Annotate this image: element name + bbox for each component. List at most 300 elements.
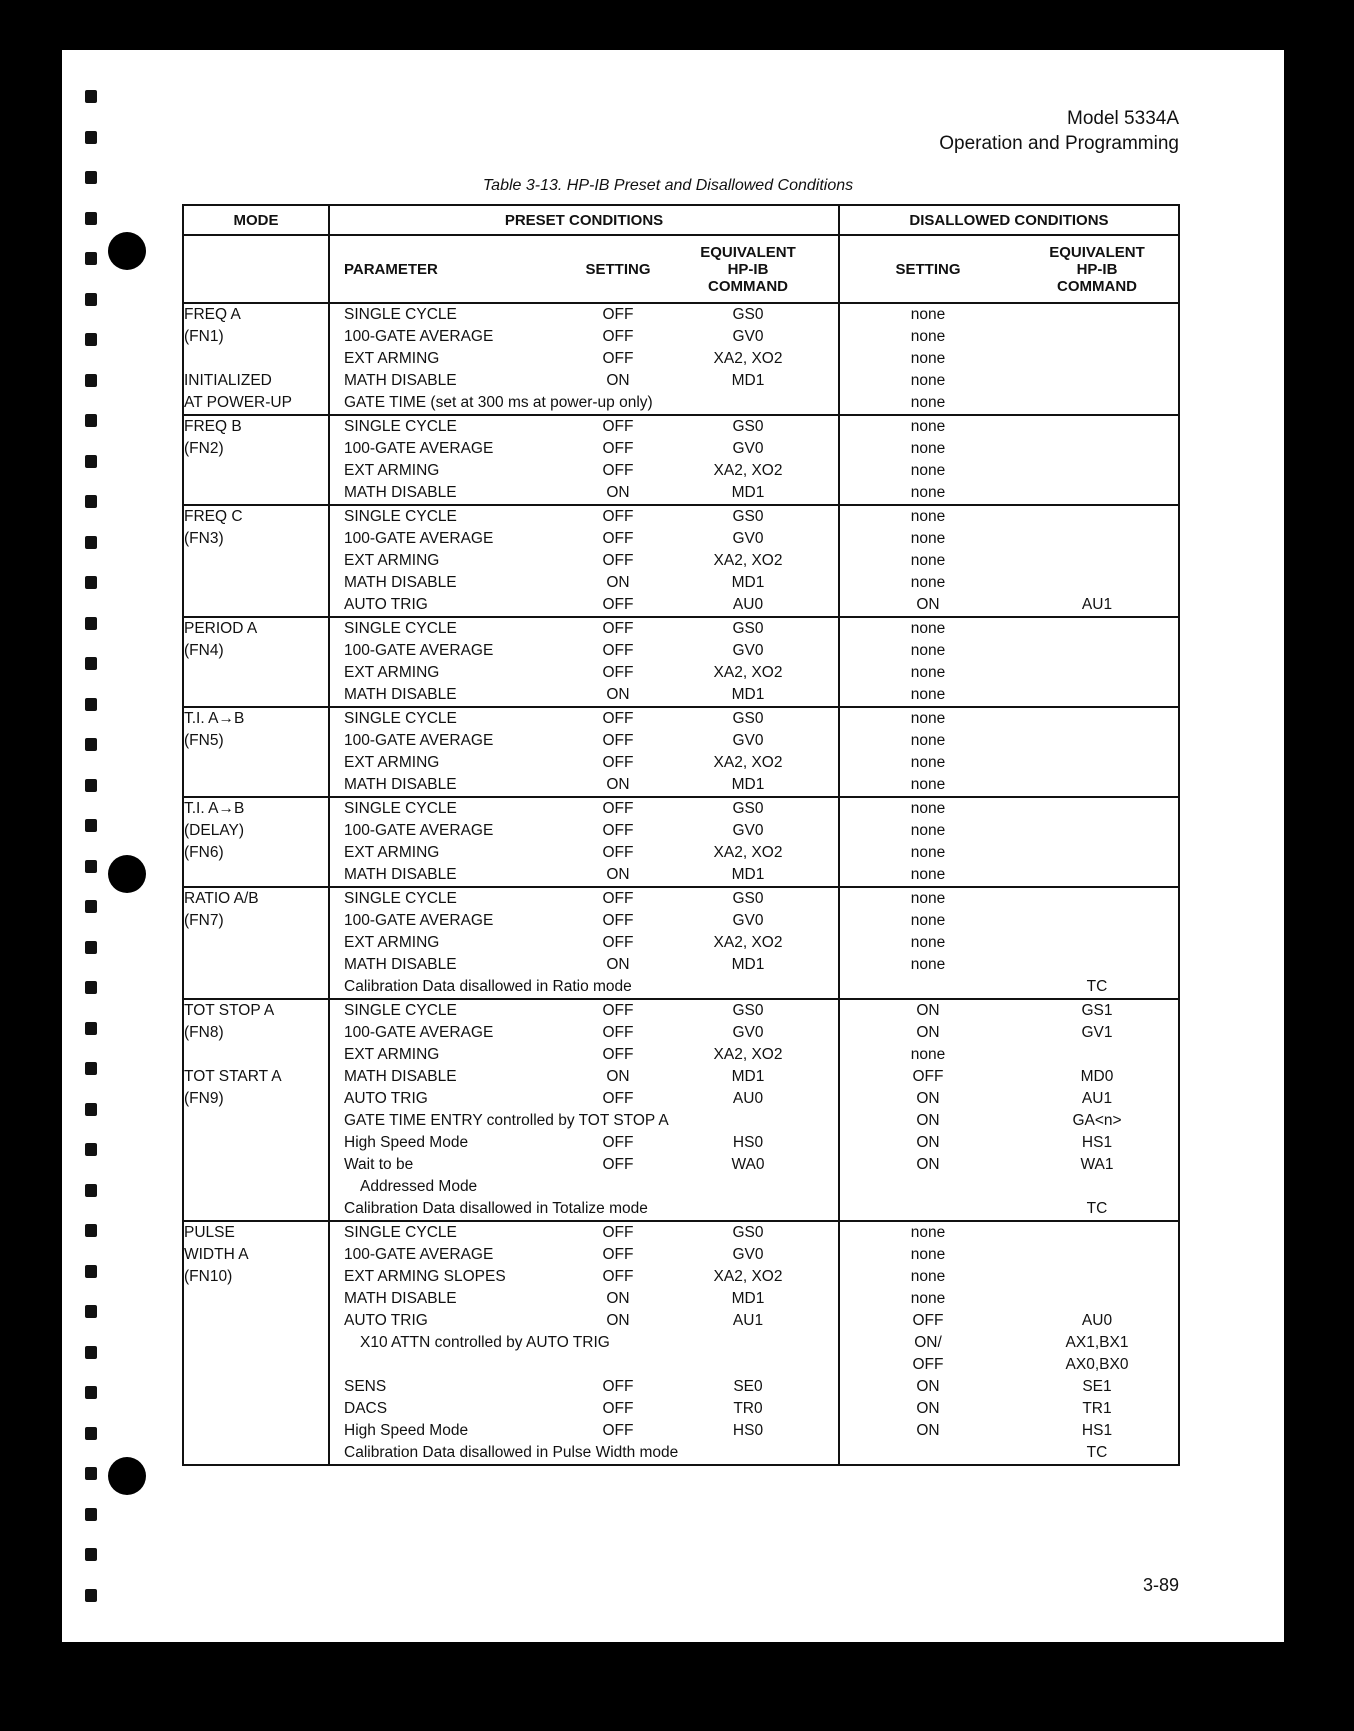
disallowed-setting: none [910,372,946,389]
disallowed-setting: none [910,934,946,951]
row-note: Calibration Data disallowed in Pulse Width mode [344,1444,679,1461]
mode-label: PERIOD A [184,620,258,637]
binding-hole [80,409,100,431]
disallowed-setting: none [910,328,946,345]
setting: OFF [602,350,634,367]
row-note: GATE TIME (set at 300 ms at power-up only) [344,394,653,411]
setting: ON [606,1312,630,1329]
disallowed-command [1016,954,1178,976]
disallowed-setting [840,1176,1016,1198]
hpib-command: HS0 [732,1134,764,1151]
binding-hole [80,288,100,310]
parameter: MATH DISABLE [344,1068,457,1085]
preset-row [330,864,838,886]
disallowed-row [840,1066,1178,1088]
disallowed-row [840,910,1178,932]
mode-label: (FN9) [184,1090,224,1107]
disallowed-setting: ON [916,1422,940,1439]
parameter: MATH DISABLE [344,776,457,793]
disallowed-setting: none [910,1290,946,1307]
binding-hole [80,612,100,634]
preset-row [330,438,838,460]
disallowed-setting: ON [916,1024,940,1041]
binding-hole [80,490,100,512]
setting: ON [606,866,630,883]
hpib-command: XA2, XO2 [713,934,783,951]
table-bottom-border [183,1465,1179,1466]
disallowed-command: MD0 [1080,1068,1114,1085]
setting: OFF [602,462,634,479]
hpib-command: SE0 [733,1378,763,1395]
setting: OFF [602,530,634,547]
disallowed-setting: ON [916,1400,940,1417]
disallowed-setting: none [910,508,946,525]
binding-hole [80,1300,100,1322]
setting-header: SETTING [585,260,651,278]
parameter: EXT ARMING [344,552,440,569]
disallowed-command [1016,438,1178,460]
preset-row [330,730,838,752]
row-note-indented [330,1354,360,1376]
disallowed-row [840,842,1178,864]
preset-row [330,304,838,326]
disallowed-command [1016,864,1178,886]
mode-cell [183,887,329,999]
setting: ON [606,574,630,591]
binding-hole [80,936,100,958]
binding-hole [80,207,100,229]
disallowed-setting: none [910,574,946,591]
setting: ON [606,484,630,501]
command-header: EQUIVALENT HP-IB COMMAND [700,243,796,295]
hpib-command: AU0 [732,1090,764,1107]
disallowed-setting: OFF [912,1068,944,1085]
preset-row [330,528,838,550]
setting: ON [606,1290,630,1307]
parameter: SINGLE CYCLE [344,1002,457,1019]
setting: OFF [602,1400,634,1417]
disallowed-command [1016,304,1178,326]
disallowed-command: GS1 [1081,1002,1113,1019]
parameter: EXT ARMING [344,462,440,479]
disallowed-setting: none [910,890,946,907]
row-note-indented: X10 ATTN controlled by AUTO TRIG [360,1334,610,1351]
parameter: 100-GATE AVERAGE [344,642,494,659]
disallowed-row [840,304,1178,326]
preset-cell [329,415,839,505]
disallowed-setting: none [910,912,946,929]
setting: OFF [602,620,634,637]
disallowed-command [1016,1288,1178,1310]
preset-row [330,482,838,504]
disallowed-setting: none [910,956,946,973]
preset-row [330,1310,838,1332]
setting: OFF [602,1224,634,1241]
disallowed-cell [839,707,1179,797]
mode-cell [183,505,329,617]
disallowed-row [840,506,1178,528]
preset-row [330,572,838,594]
binding-hole [80,369,100,391]
punch-hole [108,232,146,270]
disallowed-command [1016,1266,1178,1288]
disallowed-row [840,438,1178,460]
preset-cell [329,505,839,617]
setting: OFF [602,1002,634,1019]
disallowed-cell [839,797,1179,887]
preset-row [330,1222,838,1244]
disallowed-row [840,1266,1178,1288]
mode-group [183,999,1179,1221]
parameter: SENS [344,1378,387,1395]
setting: ON [606,686,630,703]
disallowed-command [1016,774,1178,796]
disallowed-row [840,1332,1178,1354]
preset-row [330,348,838,370]
disallowed-row [840,1198,1178,1220]
setting: ON [606,776,630,793]
punch-hole [108,855,146,893]
parameter: SINGLE CYCLE [344,418,457,435]
setting: OFF [602,1422,634,1439]
hpib-command: XA2, XO2 [713,844,783,861]
parameter: MATH DISABLE [344,372,457,389]
d-setting-header: SETTING [895,260,961,278]
disallowed-cell [839,617,1179,707]
preset-row [330,1332,838,1354]
parameter: 100-GATE AVERAGE [344,732,494,749]
disallowed-row [840,798,1178,820]
preset-row [330,976,838,998]
setting: OFF [602,800,634,817]
hpib-command: GV0 [732,912,764,929]
hpib-command: TR0 [733,1400,763,1417]
disallowed-cell [839,1221,1179,1465]
disallowed-setting: none [910,306,946,323]
hpib-command: MD1 [731,574,765,591]
hpib-command: MD1 [731,776,765,793]
hpib-command: GS0 [732,418,764,435]
disallowed-command [1016,392,1178,414]
mode-group [183,1221,1179,1465]
disallowed-row [840,1022,1178,1044]
parameter: AUTO TRIG [344,1312,428,1329]
setting: ON [606,956,630,973]
setting: OFF [602,1246,634,1263]
mode-label: (FN2) [184,440,224,457]
disallowed-command: TC [1086,1200,1108,1217]
row-note: Calibration Data disallowed in Totalize mode [344,1200,648,1217]
preset-cell [329,303,839,415]
setting: OFF [602,912,634,929]
parameter: SINGLE CYCLE [344,620,457,637]
disallowed-setting: none [910,1268,946,1285]
preset-row [330,774,838,796]
mode-label: RATIO A/B [184,890,259,907]
disallowed-setting: none [910,484,946,501]
disallowed-row [840,460,1178,482]
parameter: 100-GATE AVERAGE [344,530,494,547]
model-label: Model 5334A [1067,108,1179,129]
disallowed-command [1016,550,1178,572]
mode-cell [183,1221,329,1465]
mode-group [183,303,1179,415]
setting: OFF [602,596,634,613]
binding-hole [80,166,100,188]
disallowed-row [840,618,1178,640]
disallowed-setting: OFF [912,1312,944,1329]
disallowed-command [1016,910,1178,932]
disallowed-command: SE1 [1082,1378,1112,1395]
binding-hole [80,1381,100,1403]
parameter: High Speed Mode [344,1422,469,1439]
disallowed-command: HS1 [1081,1134,1113,1151]
setting: OFF [602,844,634,861]
disallowed-command [1016,798,1178,820]
parameter: MATH DISABLE [344,484,457,501]
preset-row [330,416,838,438]
parameter: EXT ARMING [344,934,440,951]
hpib-command: XA2, XO2 [713,1046,783,1063]
disallowed-row [840,416,1178,438]
disallowed-row [840,684,1178,706]
disallowed-row [840,1398,1178,1420]
disallowed-command [1016,326,1178,348]
hpib-command: XA2, XO2 [713,754,783,771]
preset-row [330,888,838,910]
mode-label: FREQ A [184,306,241,323]
mode-label [184,1044,328,1066]
disallowed-row [840,888,1178,910]
parameter: MATH DISABLE [344,574,457,591]
disallowed-command [1016,752,1178,774]
hpib-command: GS0 [732,890,764,907]
disallowed-command: WA1 [1080,1156,1114,1173]
disallowed-row [840,1244,1178,1266]
section-label: Operation and Programming [939,133,1179,154]
hpib-command: MD1 [731,1068,765,1085]
parameter: 100-GATE AVERAGE [344,1024,494,1041]
preset-row [330,820,838,842]
parameter: EXT ARMING [344,350,440,367]
binding-hole [80,328,100,350]
mode-label: WIDTH A [184,1246,249,1263]
disallowed-command [1016,506,1178,528]
setting: OFF [602,664,634,681]
preset-row [330,550,838,572]
parameter: SINGLE CYCLE [344,1224,457,1241]
mode-group [183,707,1179,797]
parameter: High Speed Mode [344,1134,469,1151]
binding-hole [80,1503,100,1525]
parameter: 100-GATE AVERAGE [344,1246,494,1263]
disallowed-row [840,392,1178,414]
disallowed-command [1016,1176,1178,1198]
parameter: EXT ARMING [344,664,440,681]
binding-hole [80,1138,100,1160]
preset-cell [329,887,839,999]
hpib-command: GV0 [732,440,764,457]
disallowed-command: AX1,BX1 [1065,1334,1129,1351]
preset-row [330,1288,838,1310]
parameter: 100-GATE AVERAGE [344,822,494,839]
parameter: DACS [344,1400,388,1417]
mode-label [184,348,328,370]
disallowed-row [840,594,1178,616]
disallowed-setting: none [910,710,946,727]
preset-row [330,1176,838,1198]
disallowed-setting: ON [916,1156,940,1173]
binding-strip [0,0,62,1731]
disallowed-setting: none [910,552,946,569]
disallowed-setting [840,1442,1016,1464]
setting: OFF [602,754,634,771]
binding-hole [80,1462,100,1484]
disallowed-command [1016,662,1178,684]
hpib-command: GS0 [732,1224,764,1241]
disallowed-setting: none [910,844,946,861]
mode-label: (FN7) [184,912,224,929]
preset-row [330,1376,838,1398]
disallowed-row [840,1442,1178,1464]
preset-row [330,618,838,640]
preset-row [330,392,838,414]
setting: OFF [602,418,634,435]
disallowed-command [1016,460,1178,482]
preset-row [330,1110,838,1132]
page-number: 3-89 [1142,1575,1179,1595]
disallowed-cell [839,999,1179,1221]
preset-row [330,1398,838,1420]
disallowed-row [840,550,1178,572]
setting: OFF [602,552,634,569]
preset-row [330,932,838,954]
binding-hole [80,1219,100,1241]
disallowed-row [840,976,1178,998]
hpib-command: GS0 [732,800,764,817]
preset-row [330,842,838,864]
hpib-command: MD1 [731,956,765,973]
disallowed-row [840,932,1178,954]
setting: OFF [602,890,634,907]
hpib-command: XA2, XO2 [713,552,783,569]
disallowed-setting: none [910,754,946,771]
disallowed-setting: none [910,866,946,883]
setting: OFF [602,732,634,749]
preset-cell [329,999,839,1221]
binding-hole [80,733,100,755]
hpib-command: GV0 [732,732,764,749]
disallowed-setting: ON [916,1134,940,1151]
disallowed-cell [839,415,1179,505]
preset-row [330,1354,838,1376]
mode-label: (FN1) [184,328,224,345]
binding-hole [80,774,100,796]
disallowed-command [1016,348,1178,370]
disallowed-command [1016,1044,1178,1066]
preset-row [330,594,838,616]
preset-row [330,1000,838,1022]
mode-label: (FN4) [184,642,224,659]
disallowed-header: DISALLOWED CONDITIONS [839,205,1179,235]
setting: OFF [602,440,634,457]
disallowed-setting: none [910,1246,946,1263]
disallowed-command [1016,1244,1178,1266]
d-command-header: EQUIVALENT HP-IB COMMAND [1049,243,1145,295]
parameter: AUTO TRIG [344,1090,428,1107]
setting: OFF [602,934,634,951]
preset-table [182,204,1180,1466]
disallowed-row [840,1154,1178,1176]
preset-row [330,370,838,392]
binding-hole [80,126,100,148]
disallowed-cell [839,505,1179,617]
disallowed-command: GV1 [1081,1024,1113,1041]
parameter: 100-GATE AVERAGE [344,328,494,345]
setting: OFF [602,710,634,727]
disallowed-setting: none [910,462,946,479]
preset-row [330,1154,838,1176]
mode-label: (FN8) [184,1024,224,1041]
disallowed-setting: ON [916,1090,940,1107]
hpib-command: GV0 [732,530,764,547]
setting: OFF [602,1378,634,1395]
hpib-command: MD1 [731,686,765,703]
hpib-command: XA2, XO2 [713,350,783,367]
binding-hole [80,1422,100,1444]
mode-header: MODE [183,205,329,235]
disallowed-command [1016,730,1178,752]
mode-group [183,505,1179,617]
disallowed-row [840,708,1178,730]
mode-group [183,617,1179,707]
preset-row [330,1266,838,1288]
preset-row [330,708,838,730]
row-note-indented: Addressed Mode [360,1178,478,1195]
disallowed-command: TR1 [1082,1400,1112,1417]
preset-row [330,506,838,528]
setting: OFF [602,508,634,525]
mode-label: (FN3) [184,530,224,547]
disallowed-setting: none [910,350,946,367]
parameter: MATH DISABLE [344,866,457,883]
binding-hole [80,976,100,998]
preset-row [330,1198,838,1220]
mode-label: INITIALIZED [184,372,272,389]
hpib-command: XA2, XO2 [713,664,783,681]
disallowed-row [840,1176,1178,1198]
disallowed-subheader [839,235,1179,303]
disallowed-setting: ON/ [914,1334,942,1351]
binding-hole [80,1260,100,1282]
hpib-command: HS0 [732,1422,764,1439]
disallowed-setting: none [910,1224,946,1241]
setting: OFF [602,1268,634,1285]
preset-row [330,954,838,976]
setting: ON [606,1068,630,1085]
parameter: MATH DISABLE [344,1290,457,1307]
disallowed-command [1016,482,1178,504]
disallowed-command [1016,842,1178,864]
parameter: EXT ARMING [344,1046,440,1063]
preset-row [330,1022,838,1044]
hpib-command: GS0 [732,710,764,727]
binding-hole [80,1017,100,1039]
disallowed-setting: none [910,732,946,749]
disallowed-command: AX0,BX0 [1065,1356,1129,1373]
parameter: AUTO TRIG [344,596,428,613]
disallowed-row [840,572,1178,594]
